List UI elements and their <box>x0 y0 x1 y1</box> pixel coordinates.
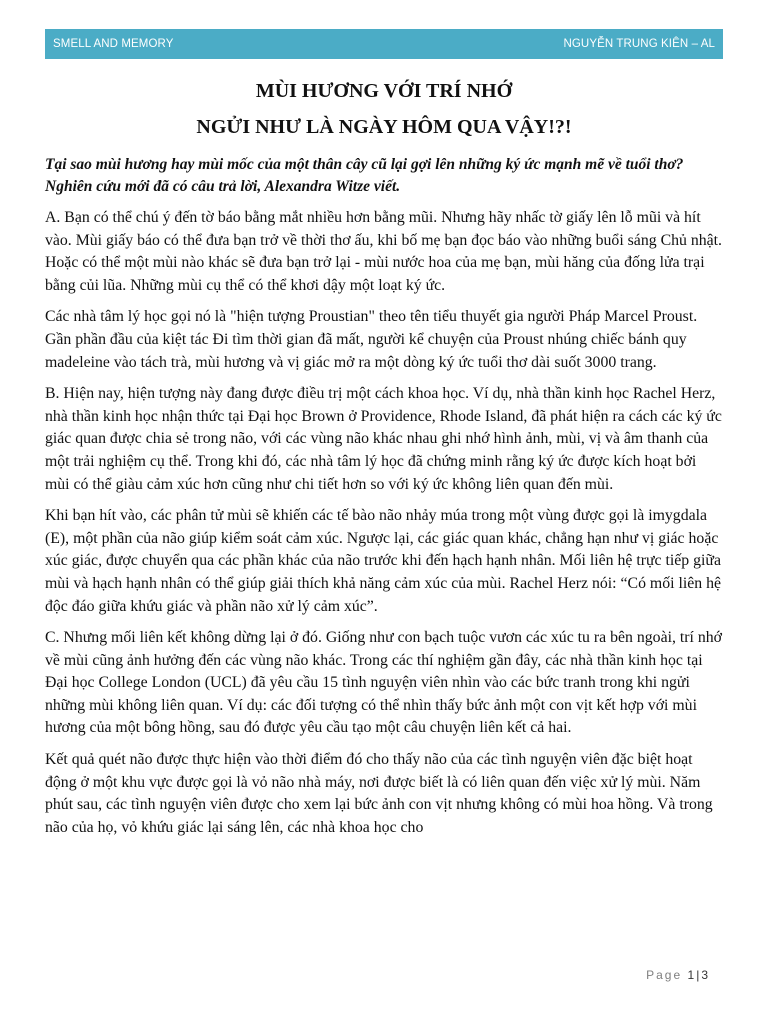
paragraph-c: C. Nhưng mối liên kết không dừng lại ở đó. Giống như con bạch tuộc vươn các xúc tu ra bên ngoài, trí nhớ về mùi cũng ảnh hưởng đến các vùng não khác. Trong các thí nghiệm gần đây, các nhà thần kinh học tại Đại học College London (UCL) đã yêu cầu 15 tình nguyện viên nhìn vào các bức tranh trong khi ngửi những mùi không liên quan. Ví dụ: các đối tượng có thể nhìn thấy bức ảnh một con vịt kết hợp với mùi hương của một bông hồng, sau đó được yêu cầu tạo một câu chuyện liên kết cả hai. <box>45 629 723 737</box>
paragraph-a: A. Bạn có thể chú ý đến tờ báo bằng mắt nhiều hơn bằng mũi. Nhưng hãy nhấc tờ giấy lên lỗ mũi và hít vào. Mùi giấy báo có thể đưa bạn trở về thời thơ ấu, khi bố mẹ bạn đọc báo vào những buổi sáng Chủ nhật. Hoặc có thể một mùi nào khác sẽ đưa bạn trở lại - mùi nước hoa của mẹ bạn, mùi hăng của đống lửa trại bằng củi lũa. Những mùi cụ thể có thể khơi dậy một loạt ký ức. <box>45 209 722 294</box>
paragraph-brain-scan: Kết quả quét não được thực hiện vào thời điểm đó cho thấy não của các tình nguyện viên đặc biệt hoạt động ở một khu vực được gọi là vỏ não nhà máy, nơi được biết là có liên quan đến việc xử lý mùi. Năm phút sau, các tình nguyện viên được cho xem lại bức ảnh con vịt nhưng không có mùi hoa hồng. Và trong não của họ, vỏ khứu giác lại sáng lên, các nhà khoa học cho <box>45 751 713 836</box>
page-separator: | <box>696 968 700 982</box>
article-lead: Tại sao mùi hương hay mùi mốc của một thân cây cũ lại gợi lên những ký ức mạnh mẽ về tuổi thơ? Nghiên cứu mới đã có câu trả lời, Alexandra Witze viết. <box>45 156 684 195</box>
header-left-text: SMELL AND MEMORY <box>53 38 174 50</box>
current-page-number: 1 <box>687 968 695 982</box>
document-body <box>45 76 723 839</box>
article-title-line-1: MÙI HƯƠNG VỚI TRÍ NHỚ <box>255 80 513 102</box>
paragraph-b: B. Hiện nay, hiện tượng này đang được điều trị một cách khoa học. Ví dụ, nhà thần kinh học Rachel Herz, nhà thần kinh học nhận thức tại Đại học Brown ở Providence, Rhode Island, đã phát hiện ra cách các ký ức giác quan được chia sẻ trong não, với các vùng não khác nhau ghi nhớ hình ảnh, mùi, vị và âm thanh của một trải nghiệm cụ thể. Trong khi đó, các nhà tâm lý học đã chứng minh rằng ký ức được kích hoạt bởi mùi có thể giàu cảm xúc hơn cũng như chi tiết hơn so với ký ức không liên quan đến mùi. <box>45 385 722 493</box>
paragraph-amygdala: Khi bạn hít vào, các phân tử mùi sẽ khiến các tế bào não nhảy múa trong một vùng được gọi là imygdala (E), một phần của não giúp kiểm soát cảm xúc. Ngược lại, các giác quan khác, chẳng hạn như vị giác hoặc xúc giác, được chuyển qua các phần khác của não trước khi đến hạch hạnh nhân. Mối liên hệ trực tiếp giữa mùi và hạch hạnh nhân có thể giúp giải thích khả năng cảm xúc của mùi. Rachel Herz nói: “Có mối liên hệ độc đáo giữa khứu giác và phần não xử lý cảm xúc”. <box>45 507 721 615</box>
page-header <box>45 29 723 59</box>
page-word: Page <box>646 968 683 982</box>
paragraph-proustian: Các nhà tâm lý học gọi nó là "hiện tượng Proustian" theo tên tiểu thuyết gia người Pháp Marcel Proust. Gần phần đầu của kiệt tác Đi tìm thời gian đã mất, người kể chuyện của Proust nhúng chiếc bánh quy madeleine vào tách trà, mùi hương và vị giác mở ra một dòng ký ức tuổi thơ dài suốt 3000 trang. <box>45 308 698 371</box>
article-title-line-2: NGỬI NHƯ LÀ NGÀY HÔM QUA VẬY!?! <box>196 116 572 138</box>
header-right-text: NGUYỄN TRUNG KIÊN – AL <box>563 38 715 50</box>
page-footer <box>646 968 708 982</box>
total-pages-number: 3 <box>701 968 708 982</box>
